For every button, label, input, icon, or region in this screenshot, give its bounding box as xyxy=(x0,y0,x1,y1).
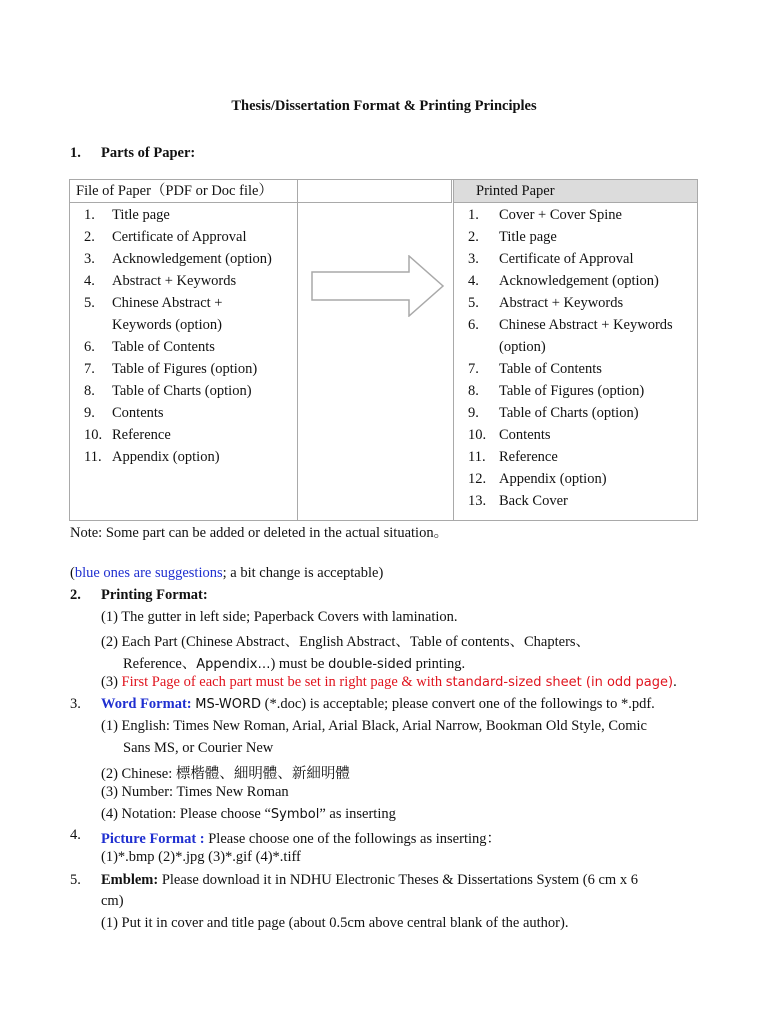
section-3-number: 3. xyxy=(70,696,81,712)
list-item-number: 8. xyxy=(84,383,95,399)
arrow-column-header xyxy=(298,180,452,203)
list-item-number: 4. xyxy=(84,273,95,289)
section-2-label: Printing Format: xyxy=(101,587,208,603)
item4-pre: (4) Notation: Please choose “ xyxy=(101,806,271,822)
list-item-text: Table of Charts (option) xyxy=(112,383,252,399)
list-item xyxy=(454,270,697,292)
list-item-text: Acknowledgement (option) xyxy=(499,273,659,289)
section-1-heading xyxy=(70,145,195,162)
list-item xyxy=(454,314,697,336)
list-item-text: Back Cover xyxy=(499,493,568,509)
list-item-text: Table of Charts (option) xyxy=(499,405,639,421)
section-3-item-3: (3) Number: Times New Roman xyxy=(101,784,289,800)
list-item-number: 7. xyxy=(468,361,479,377)
section-5-label: Emblem: xyxy=(101,872,159,888)
list-item-text: Appendix (option) xyxy=(499,471,607,487)
list-item-number: 6. xyxy=(84,339,95,355)
item3-red-text: First Page of each part must be set in right page & with xyxy=(121,674,446,690)
list-item-text: Title page xyxy=(499,229,557,245)
list-item xyxy=(454,336,697,358)
list-item-text: (option) xyxy=(499,339,546,355)
list-item xyxy=(454,358,697,380)
suggestion-rest: ; a bit change is acceptable) xyxy=(222,565,384,581)
suggestion-blue-text: blue ones are suggestions xyxy=(74,565,223,581)
list-item-text: Table of Contents xyxy=(499,361,602,377)
list-item-text: Title page xyxy=(112,207,170,223)
section-2-number: 2. xyxy=(70,587,81,603)
list-item-text: Acknowledgement (option) xyxy=(112,251,272,267)
list-item-text: Appendix (option) xyxy=(112,449,220,465)
list-item xyxy=(454,424,697,446)
page-title: Thesis/Dissertation Format & Printing Principles xyxy=(231,98,537,114)
arrow-column xyxy=(298,180,453,520)
section-5-text: Please download it in NDHU Electronic Theses & Dissertations System (6 cm x 6 xyxy=(158,872,638,888)
section-3-text: (*.doc) is acceptable; please convert one of the followings to *.pdf. xyxy=(261,696,655,712)
item2-reference-text: Reference、 xyxy=(123,656,197,672)
item4-post: ” as inserting xyxy=(319,806,396,822)
list-item xyxy=(454,468,697,490)
section-4-line xyxy=(101,827,501,848)
list-item xyxy=(454,490,697,512)
item2-appendix-text: Appendix… xyxy=(196,657,271,672)
list-item-text: Table of Figures (option) xyxy=(112,361,258,377)
list-item-text: Contents xyxy=(499,427,551,443)
list-item xyxy=(70,204,297,226)
list-item-number: 2. xyxy=(84,229,95,245)
list-item xyxy=(70,226,297,248)
printed-paper-header: Printed Paper xyxy=(454,180,697,203)
list-item-text: Keywords (option) xyxy=(112,317,222,333)
list-item-text: Reference xyxy=(499,449,558,465)
section-4-number: 4. xyxy=(70,827,81,843)
list-item-number: 11. xyxy=(468,449,486,465)
list-item-number: 9. xyxy=(468,405,479,421)
list-item-number: 5. xyxy=(84,295,95,311)
list-item-text: Certificate of Approval xyxy=(499,251,634,267)
section-3-label: Word Format: xyxy=(101,696,192,712)
list-item-text: Table of Contents xyxy=(112,339,215,355)
list-item xyxy=(70,292,297,314)
file-of-paper-column xyxy=(70,180,298,520)
list-item xyxy=(454,380,697,402)
list-item-text: Chinese Abstract + Keywords xyxy=(499,317,673,333)
list-item xyxy=(70,314,297,336)
item3-end: . xyxy=(673,674,677,690)
list-item-text: Chinese Abstract + xyxy=(112,295,223,311)
list-item-number: 5. xyxy=(468,295,479,311)
list-item-number: 10. xyxy=(84,427,103,443)
item4-symbol: Symbol xyxy=(270,807,320,822)
list-item-number: 8. xyxy=(468,383,479,399)
section-5-text-cont: cm) xyxy=(101,893,124,909)
list-item xyxy=(454,226,697,248)
list-item-number: 3. xyxy=(468,251,479,267)
list-item xyxy=(454,248,697,270)
printed-paper-list xyxy=(454,203,697,512)
list-item-text: Cover + Cover Spine xyxy=(499,207,622,223)
section-4-item: (1)*.bmp (2)*.jpg (3)*.gif (4)*.tiff xyxy=(101,849,301,865)
list-item-number: 7. xyxy=(84,361,95,377)
list-item-number: 1. xyxy=(84,207,95,223)
list-item-number: 2. xyxy=(468,229,479,245)
item2-must-text: ) must be xyxy=(270,656,329,672)
list-item-number: 11. xyxy=(84,449,102,465)
section-2-item-2-cont xyxy=(123,652,465,673)
list-item-number: 6. xyxy=(468,317,479,333)
section-2-item-2: (2) Each Part (Chinese Abstract、English Abstract、Table of contents、Chapters、 xyxy=(101,634,591,650)
section-3-item-1: (1) English: Times New Roman, Arial, Arial Black, Arial Narrow, Bookman Old Style, Comic xyxy=(101,718,647,734)
file-of-paper-list xyxy=(70,203,297,468)
list-item xyxy=(70,358,297,380)
list-item-number: 10. xyxy=(468,427,487,443)
section-5-item-1: (1) Put it in cover and title page (about 0.5cm above central blank of the author). xyxy=(101,915,569,931)
list-item-text: Table of Figures (option) xyxy=(499,383,645,399)
list-item xyxy=(70,380,297,402)
list-item xyxy=(70,270,297,292)
printed-paper-column xyxy=(453,180,697,520)
section-3-line xyxy=(101,696,655,713)
list-item-number: 9. xyxy=(84,405,95,421)
section-3-item-4 xyxy=(101,806,396,823)
list-item-number: 12. xyxy=(468,471,487,487)
section-3-msword: MS-WORD xyxy=(195,697,261,712)
list-item xyxy=(454,204,697,226)
suggestion-line xyxy=(70,565,383,582)
item2-printing-text: printing. xyxy=(411,656,466,672)
list-item-text: Reference xyxy=(112,427,171,443)
list-item-text: Certificate of Approval xyxy=(112,229,247,245)
list-item xyxy=(70,446,297,468)
list-item-number: 3. xyxy=(84,251,95,267)
parts-of-paper-table xyxy=(69,179,698,521)
file-of-paper-header: File of Paper（PDF or Doc file） xyxy=(70,180,297,203)
list-item xyxy=(70,402,297,424)
section-2-item-1: (1) The gutter in left side; Paperback Covers with lamination. xyxy=(101,609,458,625)
section-5-line xyxy=(101,872,638,889)
section-1-number: 1. xyxy=(70,145,81,161)
section-2-item-3 xyxy=(101,674,677,691)
right-arrow-icon xyxy=(311,255,445,317)
section-4-label: Picture Format : xyxy=(101,831,205,847)
list-item-number: 4. xyxy=(468,273,479,289)
list-item xyxy=(70,336,297,358)
list-item-text: Abstract + Keywords xyxy=(112,273,237,289)
suggestion-open: ( xyxy=(70,565,75,581)
item2-double-sided-text: double-sided xyxy=(328,657,412,672)
list-item xyxy=(454,402,697,424)
item3-red-sans-text: standard-sized sheet (in odd page) xyxy=(445,675,674,690)
section-1-label: Parts of Paper: xyxy=(101,145,196,161)
list-item xyxy=(70,424,297,446)
section-3-item-2: (2) Chinese: 標楷體、細明體、新細明體 xyxy=(101,766,350,782)
list-item-text: Abstract + Keywords xyxy=(499,295,624,311)
section-3-item-1-cont: Sans MS, or Courier New xyxy=(123,740,274,756)
list-item-text: Contents xyxy=(112,405,164,421)
list-item-number: 1. xyxy=(468,207,479,223)
note-text: Note: Some part can be added or deleted in the actual situation。 xyxy=(70,525,449,541)
item3-number: (3) xyxy=(101,674,122,690)
list-item xyxy=(454,446,697,468)
list-item-number: 13. xyxy=(468,493,487,509)
section-5-number: 5. xyxy=(70,872,81,888)
section-4-text: Please choose one of the followings as inserting： xyxy=(204,831,501,847)
list-item xyxy=(454,292,697,314)
list-item xyxy=(70,248,297,270)
